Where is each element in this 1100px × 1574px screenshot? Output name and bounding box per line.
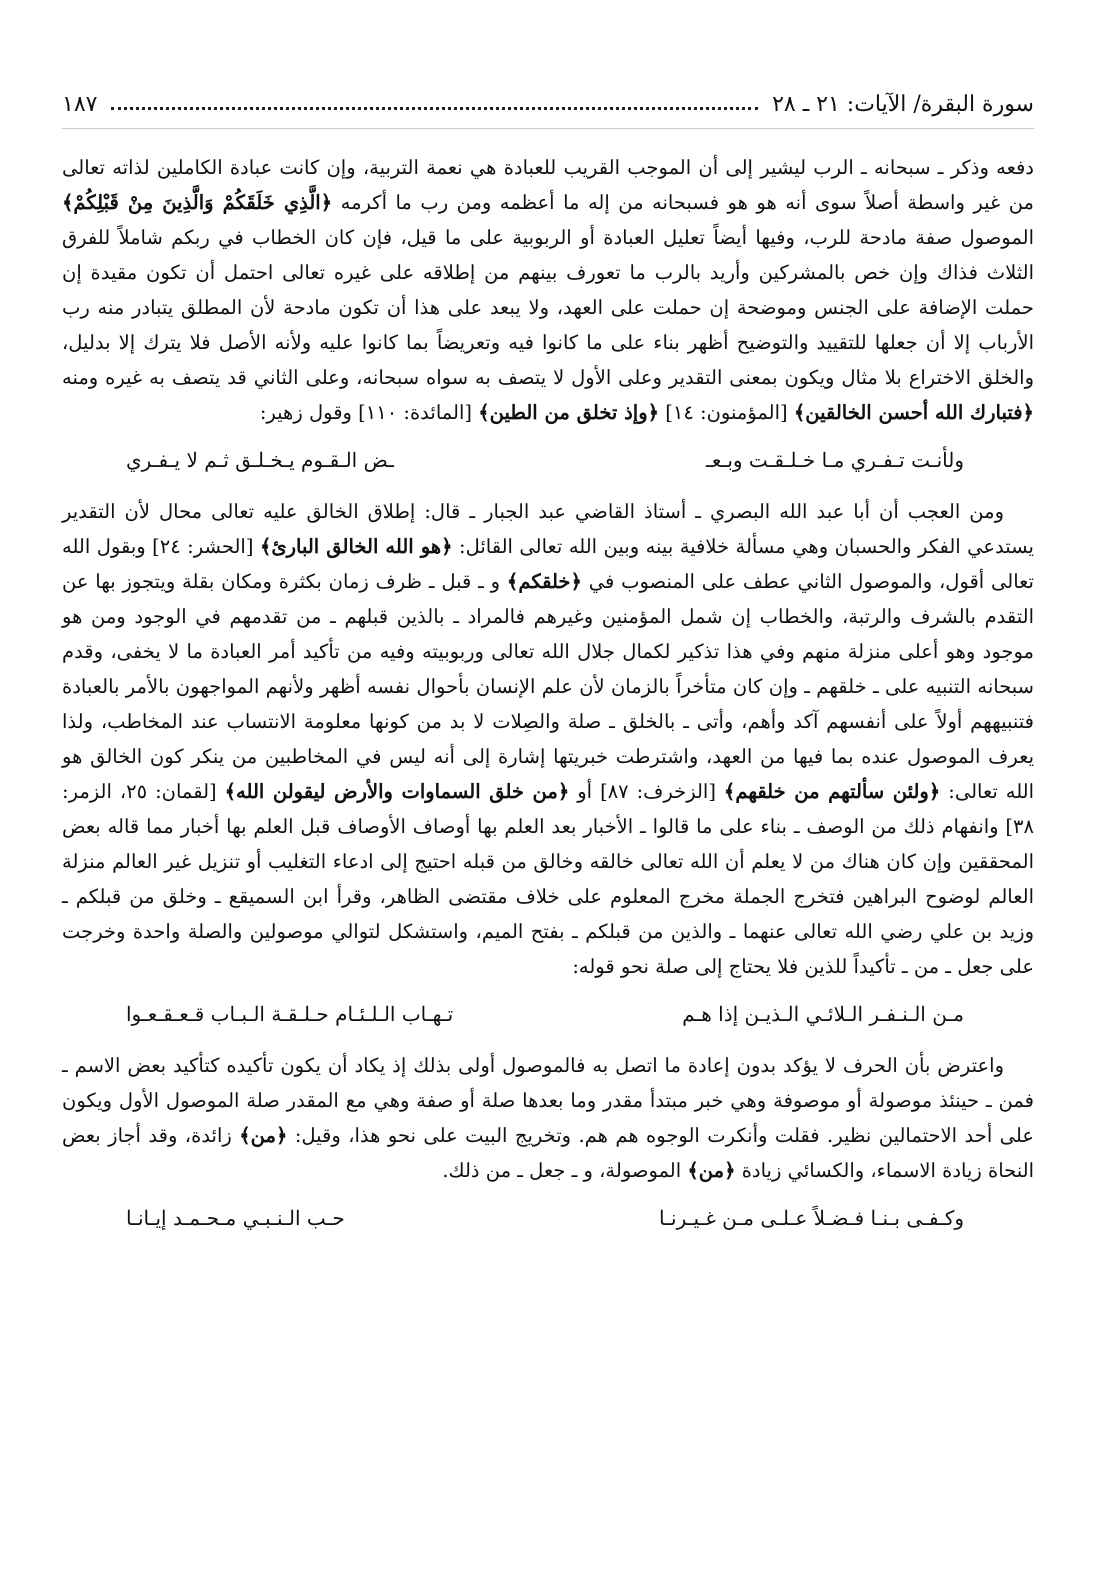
p3-text-c: الموصولة، و ـ جعل ـ من ذلك.: [442, 1159, 682, 1182]
dotted-leader: [111, 107, 758, 110]
p1-text-a: دفعه وذكر ـ سبحانه ـ الرب ليشير إلى أن الموجب القريب للعبادة هي نعمة التربية، وإن كانت عبادة الكاملين لذاته تعالى من غير واسطة أصلاً سوى أنه هو هو فسبحانه من إله ما أعظمه ومن رب ما أكرمه: [62, 156, 1034, 214]
p2-text-b: [الحشر: ٢٤] وبقول الله تعالى أقول، والموصول الثاني عطف على المنصوب في: [62, 535, 1034, 593]
p2-quran-quote-2: ﴿خلقكم﴾: [506, 570, 582, 593]
p2-quran-quote-1: ﴿هو الله الخالق البارئ﴾: [259, 535, 453, 558]
page-header: [62, 84, 1034, 124]
paragraph-1: [62, 150, 1034, 430]
p2-text-d: [الزخرف: ٨٧] أو: [577, 780, 716, 803]
verse-3-second-hemistich: حـب الـنـبـي مـحـمـد إيـانـا: [126, 1205, 345, 1230]
p3-quran-quote-1: ﴿من﴾: [239, 1124, 288, 1147]
paragraph-2: [62, 494, 1034, 984]
verse-1-second-hemistich: ـض الـقـوم يـخـلـق ثـم لا يـفـري: [126, 447, 394, 472]
p3-text-a: واعترض بأن الحرف لا يؤكد بدون إعادة ما اتصل به فالموصول أولى بذلك إذ يكاد أن يكون تأكيده كتأكيد بعض الاسم ـ فمن ـ حينئذ موصولة أو موصوفة وهي خبر مبتدأ مقدر وما بعدها صلة أو صفة وهي مع المقدر صلة الموصول الأول ويكون على أحد الاحتمالين نظير. فقلت وأنكرت الوجوه هم هم. وتخريج البيت على نحو هذا، وقيل:: [62, 1054, 1035, 1147]
p2-text-e: [لقمان: ٢٥، الزمر: ٣٨] وانفهام ذلك من الوصف ـ بناء على ما قالوا ـ الأخبار بعد العلم بها أوصاف الأوصاف قبل العلم بها أخبار مما قاله بعض المحققين وإن كان هناك من لا يعلم أن الله تعالى خالقه وخالق من قبله احتيج إلى ادعاء التغليب أو تنزيل غير العالم منزلة العالم لوضوح البراهين فتخرج الجملة مخرج المعلوم على خلاف مقتضى الظاهر، وقرأ ابن السميقع ـ وخلق من قبلكم ـ وزيد بن علي رضي الله تعالى عنهما ـ والذين من قبلكم ـ بفتح الميم، واستشكل لتوالي موصولين والصلة واحدة وخرجت على جعل ـ من ـ تأكيداً للذين فلا يحتاج إلى صلة نحو قوله:: [62, 780, 1034, 978]
verse-2-first-hemistich: مـن الـنـفـر الـلائـي الـذيـن إذا هـم: [682, 1001, 964, 1026]
p2-text-a: ومن العجب أن أبا عبد الله البصري ـ أستاذ القاضي عبد الجبار ـ قال: إطلاق الخالق عليه تعالى محال لأن التقدير يستدعي الفكر والحسبان وهي مسألة خلافية بينه وبين الله تعالى القائل:: [62, 500, 1034, 558]
p1-text-c: [المؤمنون: ١٤]: [665, 401, 788, 424]
p1-text-d: [المائدة: ١١٠] وقول زهير:: [259, 401, 473, 424]
p2-quran-quote-4: ﴿من خلق السماوات والأرض ليقولن الله﴾: [224, 780, 570, 803]
paragraph-3: [62, 1048, 1034, 1188]
p1-quran-quote-1: ﴿الَّذِي خَلَقَكُمْ وَالَّذِينَ مِنْ قَبْلِكُمْ﴾: [62, 191, 333, 214]
p1-text-b: الموصول صفة مادحة للرب، وفيها أيضاً تعليل العبادة أو الربوبية على ما قيل، فإن كان الخطاب في ربكم شاملاً للفرق الثلاث فذاك وإن خص بالمشركين وأريد بالرب ما تعورف بينهم من إطلاقه على غيره تعالى احتمل أن تكون مقيدة إن حملت الإضافة على الجنس وموضحة إن حملت على العهد، ولا يبعد على هذا أن تكون مادحة لأن المطلق يتبادر منه رب الأرباب إلا أن جعلها للتقييد والتوضيح أظهر بناء على ما كانوا فيه وتعريضاً بما كانوا عليه ولأنه الأصل فلا يترك إلا بدليل، والخلق الاختراع بلا مثال ويكون بمعنى التقدير وعلى الأول لا يتصف به سواه سبحانه، وعلى الثاني قد يتصف به غيره ومنه: [62, 226, 1034, 389]
poetry-verse-1: [62, 436, 1034, 484]
page-body: [62, 150, 1034, 1252]
poetry-verse-3: [62, 1194, 1034, 1242]
p3-text-b: زائدة، وقد أجاز بعض النحاة زيادة الاسماء، والكسائي زيادة: [62, 1124, 1034, 1182]
p2-quran-quote-3: ﴿ولئن سألتهم من خلقهم﴾: [723, 780, 941, 803]
running-title: سورة البقرة/ الآيات: ٢١ ـ ٢٨: [772, 91, 1034, 117]
poetry-verse-2: [62, 990, 1034, 1038]
p1-quran-quote-3: ﴿وإذ تخلق من الطين﴾: [478, 401, 660, 424]
p2-text-c: و ـ قبل ـ ظرف زمان بكثرة ومكان بقلة ويتجوز بها عن التقدم بالشرف والرتبة، والخطاب إن شمل المؤمنين وغيرهم فالمراد ـ بالذين قبلهم ـ من تقدمهم في الوجود ومن هو موجود وهو أعلى منزلة منهم وفي هذا تذكير لكمال جلال الله تعالى وربوبيته وفيه من تأكيد أمر العبادة ما لا يخفى، وقدم سبحانه التنبيه على ـ خلقهم ـ وإن كان متأخراً بالزمان لأن علم الإنسان بأحوال نفسه أظهر ولأنهم المواجهون بالأمر بالعبادة فتنبيههم أولاً على أنفسهم آكد وأهم، وأتى ـ بالخلق ـ صلة والصِلات لا بد من كونها معلومة الانتساب عند المخاطب، ولذا يعرف الموصول عنده بما فيها من العهد، واشترطت خبريتها إشارة إلى أنه ليس في المخاطبين من ينكر كون الخالق هو الله تعالى:: [62, 570, 1035, 803]
verse-3-first-hemistich: وكـفـى بـنـا فـضـلاً عـلـى مـن غـيـرنـا: [659, 1205, 964, 1230]
header-rule: [62, 128, 1034, 129]
p3-quran-quote-2: ﴿من﴾: [687, 1159, 736, 1182]
verse-1-first-hemistich: ولأنـت تـفـري مـا خـلـقـت وبـعـ: [705, 447, 964, 472]
verse-2-second-hemistich: تـهـاب الـلـئـام حـلـقـة الـبـاب قـعـقـعـوا: [126, 1001, 454, 1026]
p1-quran-quote-2: ﴿فتبارك الله أحسن الخالقين﴾: [793, 401, 1034, 424]
page-number: ١٨٧: [62, 91, 98, 117]
